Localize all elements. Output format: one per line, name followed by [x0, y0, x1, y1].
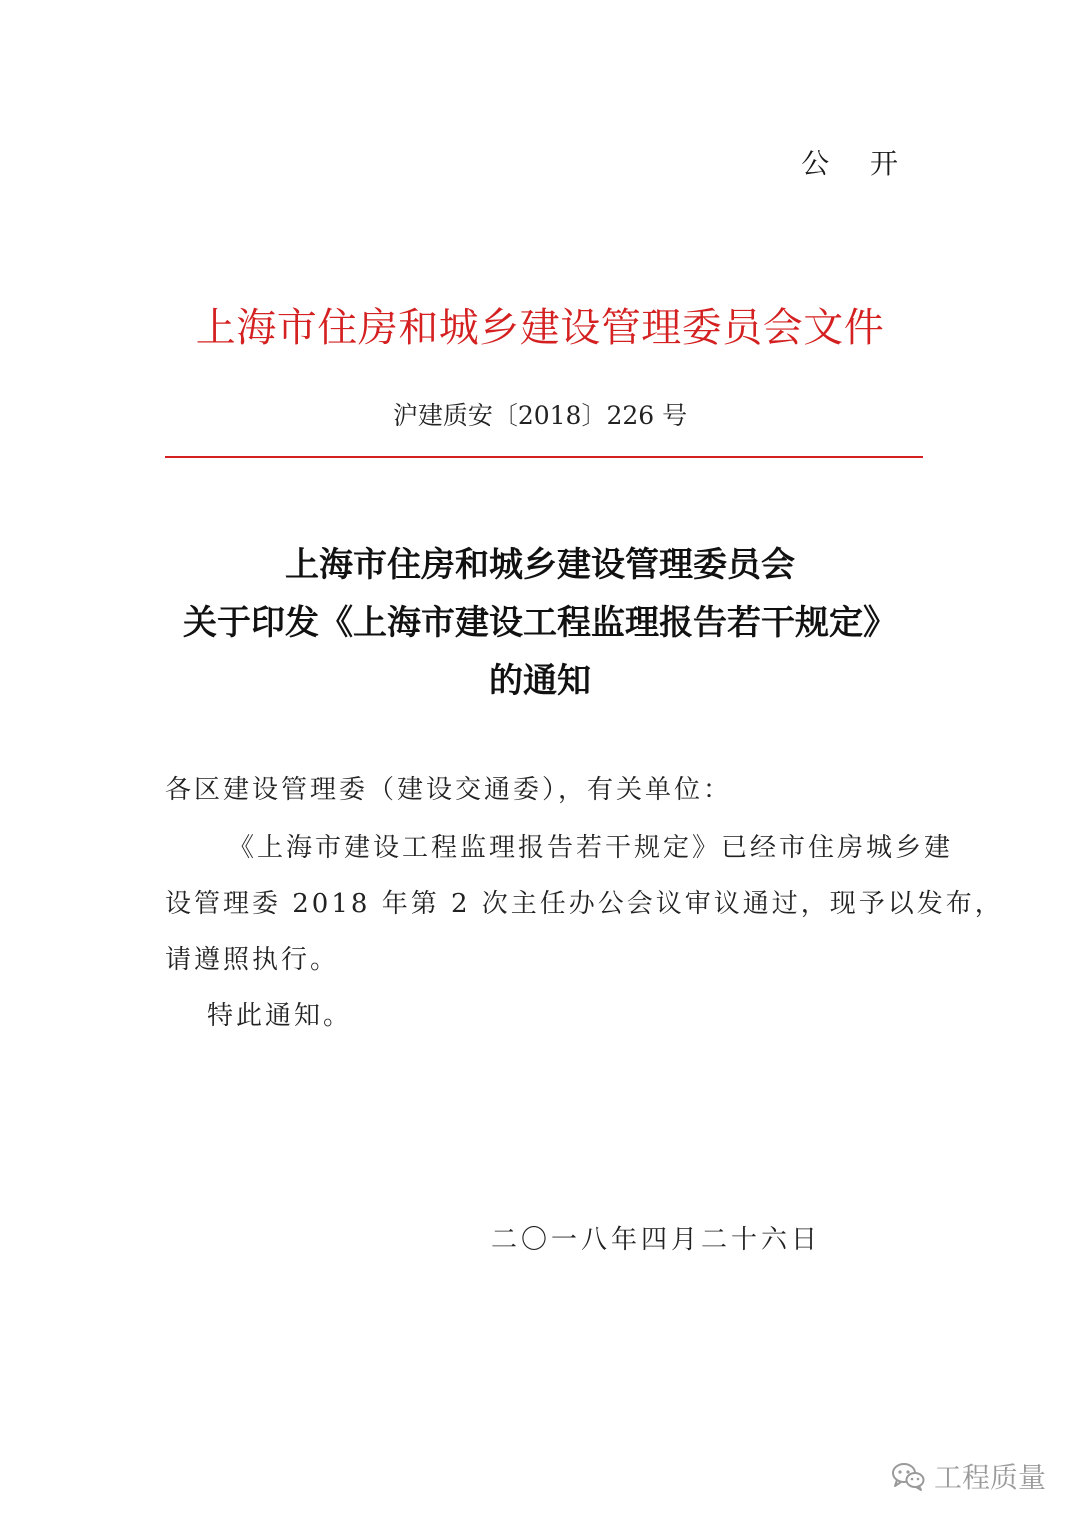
classification-label: 公 开: [801, 147, 914, 180]
issuer-header: 上海市住房和城乡建设管理委员会文件: [195, 305, 885, 351]
title-line-1: 上海市住房和城乡建设管理委员会: [285, 545, 795, 585]
document-number: 沪建质安〔2018〕226 号: [392, 401, 688, 430]
watermark: [890, 1456, 1046, 1496]
red-divider: [165, 456, 923, 458]
paragraph-line-2: 设管理委 2018 年第 2 次主任办公会议审议通过，现予以发布，: [165, 889, 1004, 919]
paragraph-line-1: 《上海市建设工程监理报告若干规定》已经市住房城乡建: [228, 833, 954, 863]
paragraph-line-3: 请遵照执行。: [165, 945, 340, 975]
salutation: 各区建设管理委（建设交通委），有关单位：: [165, 775, 733, 805]
closing-line: 特此通知。: [207, 1001, 353, 1031]
title-line-3: 的通知: [489, 661, 591, 701]
document-title: [0, 536, 1080, 710]
watermark-text: 工程质量: [933, 1461, 1046, 1494]
issue-date: 二〇一八年四月二十六日: [491, 1225, 822, 1255]
title-line-2: 关于印发《上海市建设工程监理报告若干规定》: [183, 603, 897, 643]
wechat-icon: [890, 1460, 926, 1492]
